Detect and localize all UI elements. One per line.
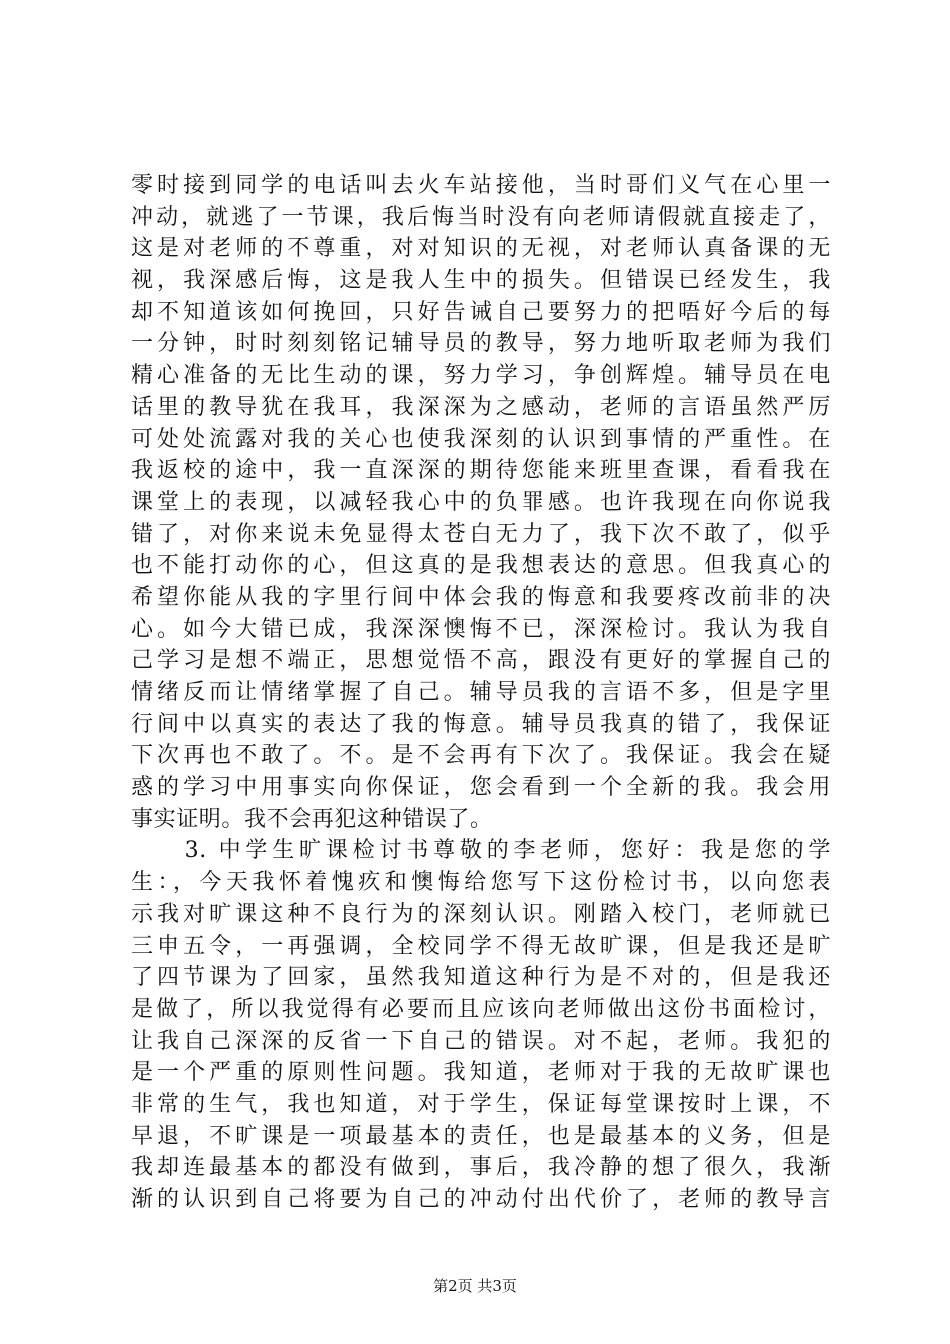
text-line: 是做了，所以我觉得有必要而且应该向老师做出这份书面检讨， [131,996,831,1022]
text-line: 事实证明。我不会再犯这种错误了。 [131,806,493,832]
text-line: 也不能打动你的心，但这真的是我想表达的意思。但我真心的 [131,553,831,579]
text-line: 我却连最基本的都没有做到，事后，我冷静的想了很久，我渐 [131,1155,831,1181]
text-line: 一分钟，时时刻刻铭记辅导员的教导，努力地听取老师为我们 [131,331,831,357]
text-line: 这是对老师的不尊重，对对知识的无视，对老师认真备课的无 [131,236,831,262]
text-line: 行间中以真实的表达了我的悔意。辅导员我真的错了，我保证 [131,711,831,737]
text-line: 课堂上的表现，以减轻我心中的负罪感。也许我现在向你说我 [131,489,831,515]
text-line: 己学习是想不端正，思想觉悟不高，跟没有更好的掌握自己的 [131,648,831,674]
text-line: 情绪反而让情绪掌握了自己。辅导员我的言语不多，但是字里 [131,680,831,705]
text-line: 希望你能从我的字里行间中体会我的悔意和我要疼改前非的决 [131,584,831,610]
text-line: 非常的生气，我也知道，对于学生，保证每堂课按时上课，不 [131,1091,831,1117]
text-line: 精心准备的无比生动的课，努力学习，争创辉煌。辅导员在电 [131,363,831,389]
text-line: 让我自己深深的反省一下自己的错误。对不起，老师。我犯的 [131,1028,831,1054]
text-line: 生：，今天我怀着愧疚和懊悔给您写下这份检讨书，以向您表 [131,870,831,896]
text-line: 视，我深感后悔，这是我人生中的损失。但错误已经发生，我 [131,268,831,294]
text-line: 示我对旷课这种不良行为的深刻认识。刚踏入校门，老师就已 [131,901,831,927]
text-line: 错了，对你来说未免显得太苍白无力了，我下次不敢了，似乎 [131,521,831,547]
text-line: 渐的认识到自己将要为自己的冲动付出代价了，老师的教导言 [131,1187,831,1212]
text-line: 零时接到同学的电话叫去火车站接他，当时哥们义气在心里一 [131,173,831,198]
text-line: 惑的学习中用事实向你保证，您会看到一个全新的我。我会用 [131,775,831,801]
text-line: 冲动，就逃了一节课，我后悔当时没有向老师请假就直接走了， [131,204,831,230]
text-line: 早退，不旷课是一项最基本的责任，也是最基本的义务，但是 [131,1123,831,1149]
text-line: 却不知道该如何挽回，只好告诫自己要努力的把唔好今后的每 [131,299,831,325]
text-line: 了四节课为了回家，虽然我知道这种行为是不对的，但是我还 [131,965,831,991]
text-line: 可处处流露对我的关心也使我深刻的认识到事情的严重性。在 [131,426,831,452]
document-body [131,170,831,1216]
text-line: 话里的教导犹在我耳，我深深为之感动，老师的言语虽然严厉 [131,394,831,420]
page-footer: 第2页 共3页 [433,1277,517,1295]
text-line: 三申五令，一再强调，全校同学不得无故旷课，但是我还是旷 [131,933,831,959]
text-line: 心。如今大错已成，我深深懊悔不已，深深检讨。我认为我自 [131,616,831,642]
text-line: 是一个严重的原则性问题。我知道，老师对于我的无故旷课也 [131,1060,831,1086]
text-line: 下次再也不敢了。不。是不会再有下次了。我保证。我会在疑 [131,743,831,769]
text-line: 3. 中学生旷课检讨书尊敬的李老师，您好：我是您的学 [131,838,831,864]
text-line: 我返校的途中，我一直深深的期待您能来班里查课，看看我在 [131,458,831,484]
